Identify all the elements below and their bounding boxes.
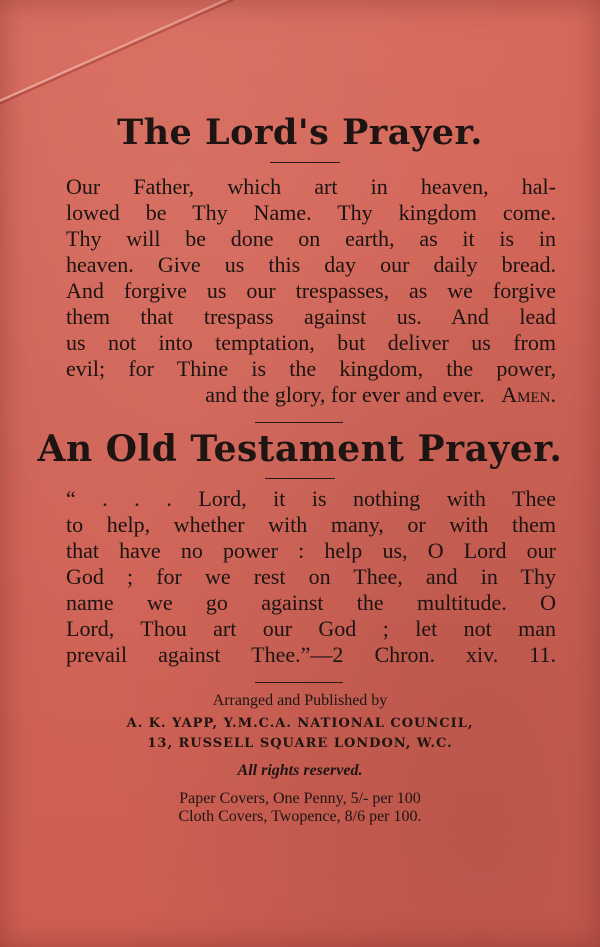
lords-prayer-title: The Lord's Prayer.	[117, 112, 483, 153]
divider-rule	[270, 162, 340, 163]
arranged-by-text: Arranged and Published by	[212, 692, 388, 709]
prayer-line: Lord, Thou art our God ; let not man	[66, 616, 556, 641]
prayer-line: evil; for Thine is the kingdom, the power,	[66, 356, 556, 381]
ot-prayer-text	[66, 486, 556, 668]
prayer-line: us not into temptation, but deliver us from	[66, 330, 556, 355]
prayer-line: prevail against Thee.”—2 Chron. xiv. 11.	[66, 642, 556, 667]
publisher-text: A. K. YAPP, Y.M.C.A. NATIONAL COUNCIL,	[126, 716, 474, 731]
prayer-line: Our Father, which art in heaven, hal-	[66, 174, 556, 199]
prayer-line: “ . . . Lord, it is nothing with Thee	[66, 486, 556, 511]
prayer-line: name we go against the multitude. O	[66, 590, 556, 615]
amen-word: Amen.	[501, 382, 556, 407]
rights-text: All rights reserved.	[237, 762, 363, 779]
prayer-line: them that trespass against us. And lead	[66, 304, 556, 329]
divider-rule	[255, 682, 343, 683]
paper-crease	[0, 0, 383, 106]
prayer-line: Thy will be done on earth, as it is in	[66, 226, 556, 251]
prayer-line: lowed be Thy Name. Thy kingdom come.	[66, 200, 556, 225]
divider-rule	[255, 422, 343, 423]
prayer-line: And forgive us our trespasses, as we forgive	[66, 278, 556, 303]
prayer-line: that have no power : help us, O Lord our	[66, 538, 556, 563]
prayer-line: to help, whether with many, or with them	[66, 512, 556, 537]
divider-rule	[265, 478, 335, 479]
address-text: 13, RUSSELL SQUARE LONDON, W.C.	[147, 736, 453, 751]
prayer-last-line	[66, 382, 556, 408]
prayer-line: heaven. Give us this day our daily bread.	[66, 252, 556, 277]
prayer-line: and the glory, for ever and ever.	[205, 382, 485, 407]
lords-prayer-text	[66, 174, 556, 408]
ot-prayer-title: An Old Testament Prayer.	[37, 428, 563, 470]
price-paper-text: Paper Covers, One Penny, 5/- per 100	[179, 790, 421, 807]
prayer-line: God ; for we rest on Thee, and in Thy	[66, 564, 556, 589]
price-cloth-text: Cloth Covers, Twopence, 8/6 per 100.	[178, 808, 422, 825]
